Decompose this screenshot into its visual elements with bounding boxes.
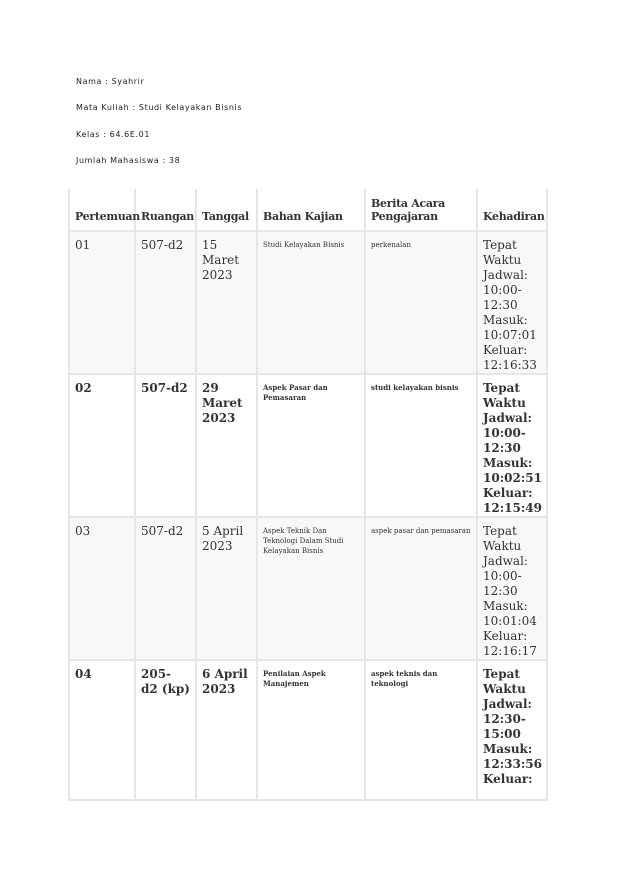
- cell-kehadiran-text: Tepat: [483, 381, 520, 395]
- cell-ruangan-text: 507-d2: [141, 524, 184, 538]
- cell-kehadiran-text: 12:30: [483, 298, 518, 312]
- cell-kehadiran-text: Masuk:: [483, 456, 533, 470]
- cell-pertemuan: [69, 517, 135, 660]
- cell-kehadiran-text: Keluar:: [483, 772, 533, 786]
- cell-kehadiran-text: 12:33:56: [483, 757, 542, 771]
- cell-kehadiran-text: 10:00-: [483, 283, 522, 297]
- cell-bahan-kajian: [257, 660, 365, 800]
- cell-kehadiran-text: 10:00-: [483, 426, 526, 440]
- cell-tanggal-text: 2023: [202, 682, 236, 696]
- cell-kehadiran-text: 12:30: [483, 584, 518, 598]
- cell-pertemuan: [69, 231, 135, 374]
- cell-berita-acara: [365, 231, 477, 374]
- cell-bahan-kajian: [257, 374, 365, 517]
- cell-berita-acara: [365, 517, 477, 660]
- cell-ruangan: [135, 231, 196, 374]
- cell-ruangan-text: 507-d2: [141, 238, 184, 252]
- header-berita-line1: Berita Acara: [371, 197, 445, 210]
- cell-kehadiran-text: 10:07:01: [483, 328, 537, 342]
- student-name: Nama : Syahrir: [76, 77, 145, 86]
- cell-tanggal-text: 2023: [202, 268, 233, 282]
- cell-kehadiran-text: Keluar:: [483, 486, 533, 500]
- table-header-row: [69, 189, 547, 231]
- cell-ruangan-text: d2 (kp): [141, 682, 190, 696]
- header-pertemuan: Pertemuan: [69, 189, 135, 231]
- header-ruangan: Ruangan: [135, 189, 196, 231]
- cell-kehadiran-text: Jadwal:: [483, 697, 532, 711]
- cell-kehadiran-text: Keluar:: [483, 343, 528, 357]
- cell-kehadiran-text: 15:00: [483, 727, 521, 741]
- table-row: [69, 231, 547, 374]
- header-bahan-kajian: Bahan Kajian: [257, 189, 365, 231]
- cell-kehadiran-text: Waktu: [483, 682, 526, 696]
- cell-tanggal-text: 2023: [202, 411, 236, 425]
- table-row: [69, 660, 547, 800]
- cell-ruangan: [135, 660, 196, 800]
- class-code: Kelas : 64.6E.01: [76, 130, 151, 139]
- cell-kehadiran-text: 10:02:51: [483, 471, 542, 485]
- cell-bahan-kajian: [257, 231, 365, 374]
- header-berita-acara: [365, 189, 477, 231]
- cell-kehadiran-text: Waktu: [483, 253, 522, 267]
- cell-kehadiran-text: Tepat: [483, 667, 520, 681]
- cell-kehadiran-text: 12:16:17: [483, 644, 537, 658]
- cell-berita-acara-text: perkenalan: [371, 241, 411, 249]
- cell-bahan-kajian-text: Aspek Pasar dan Pemasaran: [263, 383, 328, 402]
- cell-bahan-kajian-text: Penilaian Aspek Manajemen: [263, 669, 326, 688]
- cell-tanggal: [196, 374, 257, 517]
- cell-tanggal-text: 29 Maret: [202, 381, 243, 410]
- cell-kehadiran-text: Waktu: [483, 396, 526, 410]
- cell-kehadiran-text: Tepat: [483, 524, 517, 538]
- cell-bahan-kajian-text: Studi Kelayakan Bisnis: [263, 241, 345, 249]
- cell-kehadiran-text: 12:30-: [483, 712, 526, 726]
- cell-pertemuan-text: 02: [75, 381, 92, 395]
- cell-berita-acara: [365, 374, 477, 517]
- cell-kehadiran-text: 10:01:04: [483, 614, 537, 628]
- header-kehadiran: Kehadiran: [477, 189, 547, 231]
- cell-kehadiran: [477, 660, 547, 800]
- course-name: Mata Kuliah : Studi Kelayakan Bisnis: [76, 103, 243, 112]
- cell-kehadiran-text: Keluar:: [483, 629, 528, 643]
- cell-tanggal: [196, 660, 257, 800]
- cell-pertemuan-text: 03: [75, 524, 91, 538]
- cell-tanggal: [196, 517, 257, 660]
- cell-pertemuan: [69, 660, 135, 800]
- cell-bahan-kajian-text: Aspek Teknik Dan Teknologi Dalam Studi Kelayakan Bisnis: [263, 527, 344, 555]
- cell-pertemuan: [69, 374, 135, 517]
- cell-berita-acara: [365, 660, 477, 800]
- cell-ruangan: [135, 374, 196, 517]
- cell-kehadiran-text: Jadwal:: [483, 411, 532, 425]
- cell-tanggal-text: 2023: [202, 539, 233, 553]
- cell-pertemuan-text: 01: [75, 238, 91, 252]
- cell-kehadiran: [477, 517, 547, 660]
- cell-tanggal-text: 6 April: [202, 667, 248, 681]
- cell-ruangan-text: 507-d2: [141, 381, 188, 395]
- cell-kehadiran-text: Jadwal:: [483, 554, 528, 568]
- cell-kehadiran-text: Tepat: [483, 238, 517, 252]
- cell-ruangan-text: 205-: [141, 667, 172, 681]
- table-row: [69, 374, 547, 517]
- cell-ruangan: [135, 517, 196, 660]
- cell-kehadiran-text: Masuk:: [483, 599, 528, 613]
- cell-berita-acara-text: studi kelayakan bisnis: [371, 383, 459, 392]
- cell-pertemuan-text: 04: [75, 667, 92, 681]
- cell-kehadiran-text: Jadwal:: [483, 268, 528, 282]
- cell-tanggal-text: 5 April: [202, 524, 244, 538]
- cell-tanggal: [196, 231, 257, 374]
- cell-kehadiran-text: 12:16:33: [483, 358, 537, 372]
- cell-kehadiran: [477, 374, 547, 517]
- cell-bahan-kajian: [257, 517, 365, 660]
- cell-kehadiran-text: Waktu: [483, 539, 522, 553]
- cell-kehadiran-text: Masuk:: [483, 742, 533, 756]
- header-berita-line2: Pengajaran: [371, 210, 438, 223]
- cell-berita-acara-text: aspek pasar dan pemasaran: [371, 527, 471, 535]
- cell-kehadiran-text: Masuk:: [483, 313, 528, 327]
- attendance-table: [68, 189, 548, 801]
- cell-kehadiran-text: 12:15:49: [483, 501, 542, 515]
- table-row: [69, 517, 547, 660]
- cell-kehadiran-text: 10:00-: [483, 569, 522, 583]
- cell-kehadiran-text: 12:30: [483, 441, 521, 455]
- cell-tanggal-text: 15 Maret: [202, 238, 240, 267]
- cell-kehadiran: [477, 231, 547, 374]
- cell-berita-acara-text: aspek teknis dan teknologi: [371, 669, 438, 688]
- student-count: Jumlah Mahasiswa : 38: [76, 156, 181, 165]
- header-tanggal: Tanggal: [196, 189, 257, 231]
